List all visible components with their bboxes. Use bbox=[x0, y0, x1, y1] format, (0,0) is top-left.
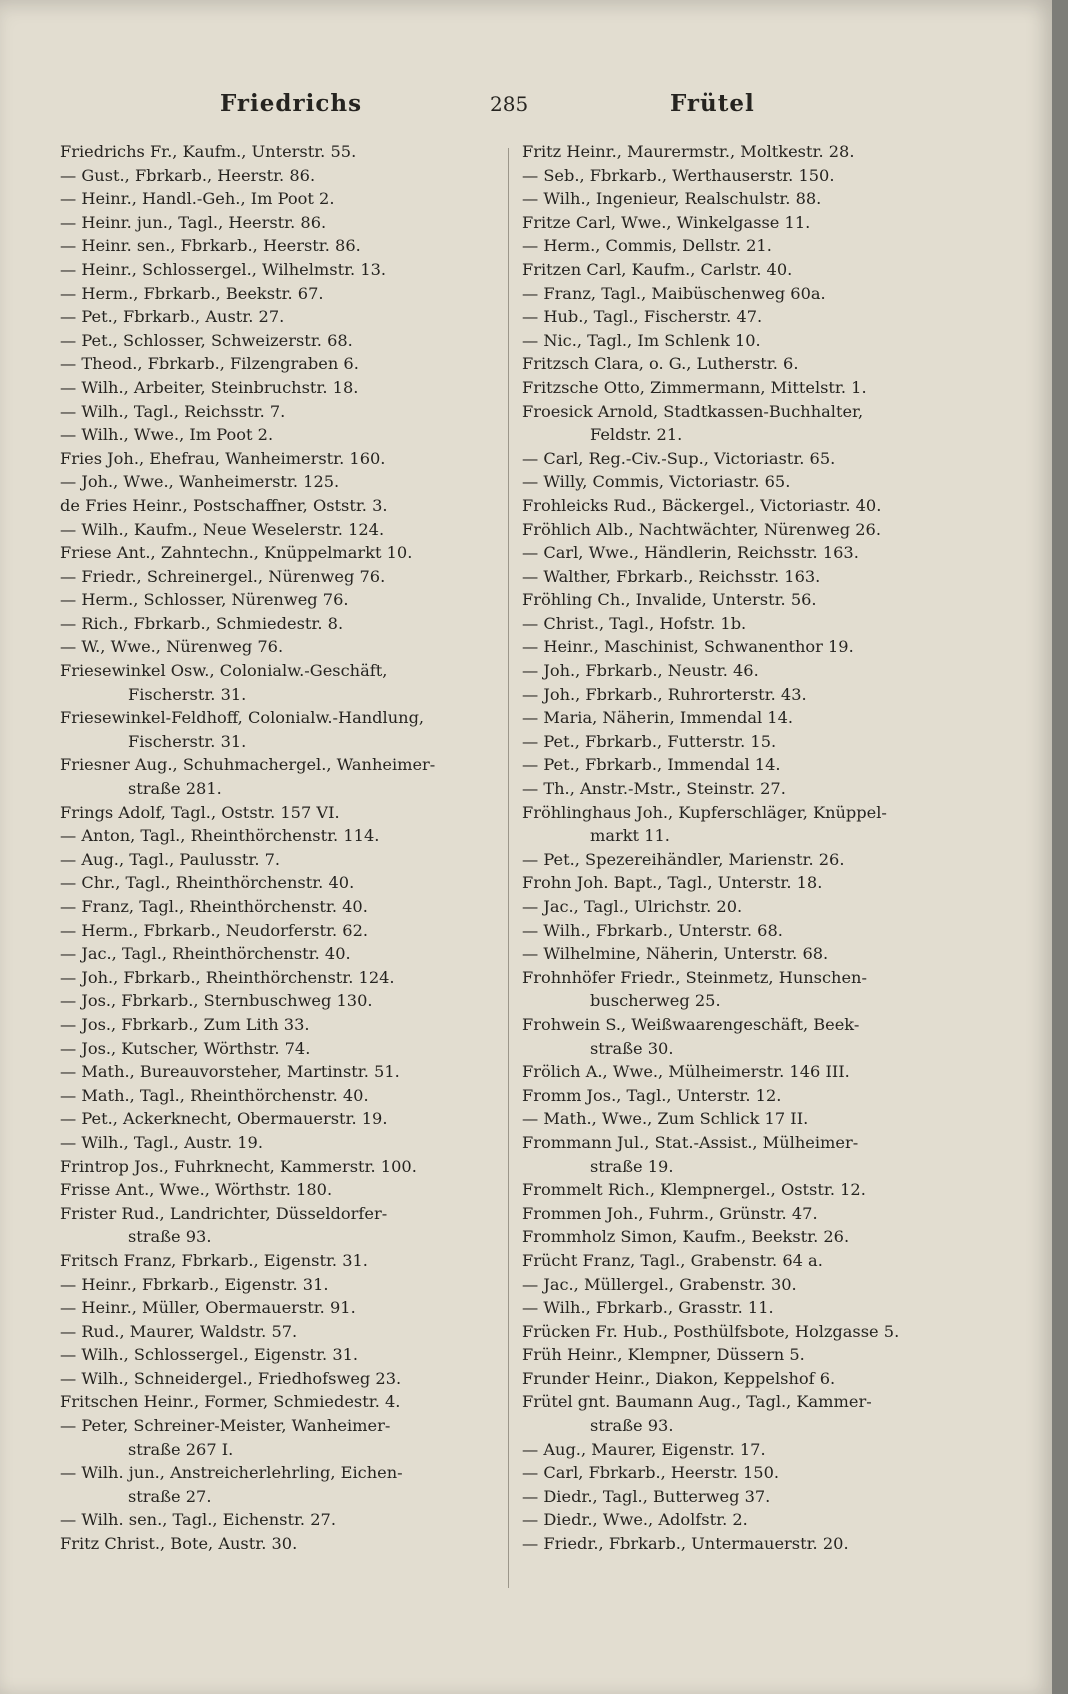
directory-entry: — Wilh., Fbrkarb., Unterstr. 68. bbox=[522, 920, 783, 940]
directory-entry: — Joh., Fbrkarb., Neustr. 46. bbox=[522, 661, 759, 681]
directory-entry: — Seb., Fbrkarb., Werthauserstr. 150. bbox=[522, 165, 835, 185]
directory-entry: — Nic., Tagl., Im Schlenk 10. bbox=[522, 330, 761, 350]
directory-entry: — Wilh., Schlossergel., Eigenstr. 31. bbox=[60, 1345, 359, 1365]
directory-entry: — Diedr., Wwe., Adolfstr. 2. bbox=[522, 1510, 748, 1530]
directory-entry: — Carl, Fbrkarb., Heerstr. 150. bbox=[522, 1463, 780, 1483]
directory-entry: — W., Wwe., Nürenweg 76. bbox=[60, 637, 284, 657]
directory-entry: Fritz Christ., Bote, Austr. 30. bbox=[60, 1534, 298, 1554]
directory-entry: straße 27. bbox=[128, 1486, 212, 1506]
directory-entry: — Th., Anstr.-Mstr., Steinstr. 27. bbox=[522, 779, 786, 799]
directory-entry: — Rich., Fbrkarb., Schmiedestr. 8. bbox=[60, 613, 344, 633]
directory-entry: Frommholz Simon, Kaufm., Beekstr. 26. bbox=[522, 1227, 850, 1247]
directory-entry: — Jac., Tagl., Rheinthörchenstr. 40. bbox=[60, 944, 351, 964]
directory-entry: — Herm., Fbrkarb., Beekstr. 67. bbox=[60, 283, 324, 303]
directory-entry: — Heinr., Schlossergel., Wilhelmstr. 13. bbox=[60, 259, 387, 279]
directory-entry: Frohn Joh. Bapt., Tagl., Unterstr. 18. bbox=[522, 873, 823, 893]
directory-entry: — Herm., Fbrkarb., Neudorferstr. 62. bbox=[60, 920, 369, 940]
directory-entry: — Math., Tagl., Rheinthörchenstr. 40. bbox=[60, 1085, 369, 1105]
directory-entry: Frohleicks Rud., Bäckergel., Victoriastr. 40. bbox=[522, 495, 882, 515]
directory-entry: Fritzen Carl, Kaufm., Carlstr. 40. bbox=[522, 259, 793, 279]
directory-entry: straße 30. bbox=[590, 1038, 674, 1058]
directory-entry: Frütel gnt. Baumann Aug., Tagl., Kammer- bbox=[522, 1392, 872, 1412]
directory-entry: Frommen Joh., Fuhrm., Grünstr. 47. bbox=[522, 1203, 818, 1223]
page-number: 285 bbox=[490, 92, 529, 116]
directory-entry: — Heinr., Müller, Obermauerstr. 91. bbox=[60, 1298, 356, 1318]
directory-entry: de Fries Heinr., Postschaffner, Oststr. 3. bbox=[60, 495, 388, 515]
directory-entry: — Jac., Müllergel., Grabenstr. 30. bbox=[522, 1274, 797, 1294]
directory-entry: — Gust., Fbrkarb., Heerstr. 86. bbox=[60, 165, 316, 185]
directory-entry: Frisse Ant., Wwe., Wörthstr. 180. bbox=[60, 1180, 333, 1200]
directory-entry: — Chr., Tagl., Rheinthörchenstr. 40. bbox=[60, 873, 355, 893]
directory-entry: — Rud., Maurer, Waldstr. 57. bbox=[60, 1321, 298, 1341]
directory-entry: — Walther, Fbrkarb., Reichsstr. 163. bbox=[522, 566, 821, 586]
directory-entry: — Christ., Tagl., Hofstr. 1b. bbox=[522, 613, 747, 633]
directory-entry: Frommann Jul., Stat.-Assist., Mülheimer- bbox=[522, 1132, 859, 1152]
directory-entry: markt 11. bbox=[590, 826, 670, 846]
directory-entry: — Jos., Kutscher, Wörthstr. 74. bbox=[60, 1038, 311, 1058]
directory-entry: Friedrichs Fr., Kaufm., Unterstr. 55. bbox=[60, 142, 357, 161]
directory-entry: straße 281. bbox=[128, 779, 222, 799]
directory-entry: — Pet., Fbrkarb., Immendal 14. bbox=[522, 755, 781, 775]
directory-entry: Frölich A., Wwe., Mülheimerstr. 146 III. bbox=[522, 1062, 850, 1082]
directory-entry: — Aug., Maurer, Eigenstr. 17. bbox=[522, 1439, 766, 1459]
directory-entry: — Pet., Schlosser, Schweizerstr. 68. bbox=[60, 330, 353, 350]
directory-entry: — Herm., Schlosser, Nürenweg 76. bbox=[60, 590, 349, 610]
directory-entry: — Heinr., Handl.-Geh., Im Poot 2. bbox=[60, 189, 335, 209]
directory-entry: straße 267 I. bbox=[128, 1439, 234, 1459]
directory-entry: — Wilh., Tagl., Austr. 19. bbox=[60, 1132, 263, 1152]
directory-entry: — Friedr., Schreinergel., Nürenweg 76. bbox=[60, 566, 386, 586]
directory-entry: — Franz, Tagl., Rheinthörchenstr. 40. bbox=[60, 897, 368, 916]
directory-entry: Frintrop Jos., Fuhrknecht, Kammerstr. 100. bbox=[60, 1156, 417, 1176]
directory-entry: Frücht Franz, Tagl., Grabenstr. 64 a. bbox=[522, 1250, 823, 1270]
directory-entry: — Wilh., Wwe., Im Poot 2. bbox=[60, 425, 274, 445]
directory-entry: Fritsch Franz, Fbrkarb., Eigenstr. 31. bbox=[60, 1250, 368, 1270]
directory-entry: straße 93. bbox=[128, 1227, 212, 1247]
directory-entry: — Pet., Fbrkarb., Futterstr. 15. bbox=[522, 731, 777, 751]
directory-entry: — Carl, Wwe., Händlerin, Reichsstr. 163. bbox=[522, 543, 859, 563]
directory-entry: — Peter, Schreiner-Meister, Wanheimer- bbox=[60, 1416, 391, 1436]
directory-entry: Froesick Arnold, Stadtkassen-Buchhalter, bbox=[522, 401, 864, 421]
directory-entry: Fritz Heinr., Maurermstr., Moltkestr. 28. bbox=[522, 142, 855, 161]
directory-entry: Frings Adolf, Tagl., Oststr. 157 VI. bbox=[60, 802, 340, 822]
directory-entry: Friese Ant., Zahntechn., Knüppelmarkt 10. bbox=[60, 543, 413, 563]
directory-entry: — Franz, Tagl., Maibüschenweg 60a. bbox=[522, 283, 826, 303]
directory-entry: Fries Joh., Ehefrau, Wanheimerstr. 160. bbox=[60, 448, 386, 468]
directory-entry: Frommelt Rich., Klempnergel., Oststr. 12. bbox=[522, 1180, 866, 1200]
left-column bbox=[60, 140, 490, 1556]
directory-entry: Friesner Aug., Schuhmachergel., Wanheimer- bbox=[60, 755, 436, 775]
directory-entry: — Heinr., Maschinist, Schwanenthor 19. bbox=[522, 637, 854, 657]
directory-entry: — Wilh. jun., Anstreicherlehrling, Eichen- bbox=[60, 1463, 403, 1483]
directory-entry: — Theod., Fbrkarb., Filzengraben 6. bbox=[60, 354, 359, 374]
directory-entry: — Joh., Fbrkarb., Rheinthörchenstr. 124. bbox=[60, 967, 395, 987]
directory-entry: — Wilh. sen., Tagl., Eichenstr. 27. bbox=[60, 1510, 336, 1530]
directory-entry: — Diedr., Tagl., Butterweg 37. bbox=[522, 1486, 771, 1506]
directory-entry: Frücken Fr. Hub., Posthülfsbote, Holzgasse 5. bbox=[522, 1321, 900, 1341]
directory-entry: — Wilh., Arbeiter, Steinbruchstr. 18. bbox=[60, 377, 359, 397]
directory-entry: Fröhlich Alb., Nachtwächter, Nürenweg 26. bbox=[522, 519, 881, 539]
directory-entry: — Wilh., Fbrkarb., Grasstr. 11. bbox=[522, 1298, 774, 1318]
directory-entry: — Heinr. jun., Tagl., Heerstr. 86. bbox=[60, 212, 327, 232]
directory-entry: Frunder Heinr., Diakon, Keppelshof 6. bbox=[522, 1368, 836, 1388]
directory-entry: straße 19. bbox=[590, 1156, 674, 1176]
directory-entry: — Friedr., Fbrkarb., Untermauerstr. 20. bbox=[522, 1534, 849, 1554]
directory-entry: — Math., Bureauvorsteher, Martinstr. 51. bbox=[60, 1062, 400, 1082]
directory-entry: — Wilh., Ingenieur, Realschulstr. 88. bbox=[522, 189, 822, 209]
column-divider bbox=[508, 148, 509, 1588]
header-left-catchword: Friedrichs bbox=[220, 90, 363, 117]
header-right-catchword: Frütel bbox=[670, 90, 755, 117]
directory-entry: Fritzsch Clara, o. G., Lutherstr. 6. bbox=[522, 354, 799, 374]
directory-entry: — Pet., Spezereihändler, Marienstr. 26. bbox=[522, 849, 845, 869]
directory-entry: Friesewinkel Osw., Colonialw.-Geschäft, bbox=[60, 661, 388, 681]
directory-entry: buscherweg 25. bbox=[590, 991, 721, 1011]
directory-entry: — Anton, Tagl., Rheinthörchenstr. 114. bbox=[60, 826, 380, 846]
directory-entry: Fröhling Ch., Invalide, Unterstr. 56. bbox=[522, 590, 817, 610]
directory-entry: Fröhlinghaus Joh., Kupferschläger, Knüppel- bbox=[522, 802, 887, 822]
directory-entry: — Joh., Fbrkarb., Ruhrorterstr. 43. bbox=[522, 684, 807, 704]
directory-entry: — Maria, Näherin, Immendal 14. bbox=[522, 708, 794, 728]
directory-entry: — Herm., Commis, Dellstr. 21. bbox=[522, 236, 772, 256]
directory-entry: — Heinr. sen., Fbrkarb., Heerstr. 86. bbox=[60, 236, 361, 256]
directory-entry: — Wilh., Schneidergel., Friedhofsweg 23. bbox=[60, 1368, 402, 1388]
directory-entry: — Heinr., Fbrkarb., Eigenstr. 31. bbox=[60, 1274, 329, 1294]
directory-entry: Früh Heinr., Klempner, Düssern 5. bbox=[522, 1345, 805, 1365]
directory-entry: Fritzsche Otto, Zimmermann, Mittelstr. 1. bbox=[522, 377, 867, 397]
directory-entry: — Jos., Fbrkarb., Zum Lith 33. bbox=[60, 1014, 310, 1034]
directory-entry: — Pet., Ackerknecht, Obermauerstr. 19. bbox=[60, 1109, 388, 1129]
right-column bbox=[522, 140, 958, 1556]
directory-entry: — Carl, Reg.-Civ.-Sup., Victoriastr. 65. bbox=[522, 448, 836, 468]
directory-entry: Fischerstr. 31. bbox=[128, 684, 247, 704]
directory-entry: — Wilh., Kaufm., Neue Weselerstr. 124. bbox=[60, 519, 385, 539]
directory-entry: — Aug., Tagl., Paulusstr. 7. bbox=[60, 849, 281, 869]
directory-entry: Frohnhöfer Friedr., Steinmetz, Hunschen- bbox=[522, 967, 867, 987]
directory-entry: — Jos., Fbrkarb., Sternbuschweg 130. bbox=[60, 991, 373, 1011]
directory-entry: Fritschen Heinr., Former, Schmiedestr. 4. bbox=[60, 1392, 401, 1412]
directory-entry: — Math., Wwe., Zum Schlick 17 II. bbox=[522, 1109, 809, 1129]
directory-entry: Frohwein S., Weißwaarengeschäft, Beek- bbox=[522, 1014, 860, 1034]
directory-entry: Friesewinkel-Feldhoff, Colonialw.-Handlung, bbox=[60, 708, 425, 728]
directory-entry: Fromm Jos., Tagl., Unterstr. 12. bbox=[522, 1085, 782, 1105]
directory-entry: Fischerstr. 31. bbox=[128, 731, 247, 751]
directory-entry: — Joh., Wwe., Wanheimerstr. 125. bbox=[60, 472, 340, 492]
directory-entry: — Wilh., Tagl., Reichsstr. 7. bbox=[60, 401, 286, 421]
directory-entry: — Willy, Commis, Victoriastr. 65. bbox=[522, 472, 791, 492]
directory-entry: Feldstr. 21. bbox=[590, 425, 683, 445]
directory-entry: Frister Rud., Landrichter, Düsseldorfer- bbox=[60, 1203, 388, 1223]
directory-entry: — Hub., Tagl., Fischerstr. 47. bbox=[522, 307, 763, 327]
directory-entry: Fritze Carl, Wwe., Winkelgasse 11. bbox=[522, 212, 811, 232]
directory-entry: straße 93. bbox=[590, 1416, 674, 1436]
directory-entry: — Pet., Fbrkarb., Austr. 27. bbox=[60, 307, 285, 327]
page-header bbox=[60, 90, 755, 126]
directory-entry: — Wilhelmine, Näherin, Unterstr. 68. bbox=[522, 944, 829, 964]
directory-entry: — Jac., Tagl., Ulrichstr. 20. bbox=[522, 897, 743, 916]
